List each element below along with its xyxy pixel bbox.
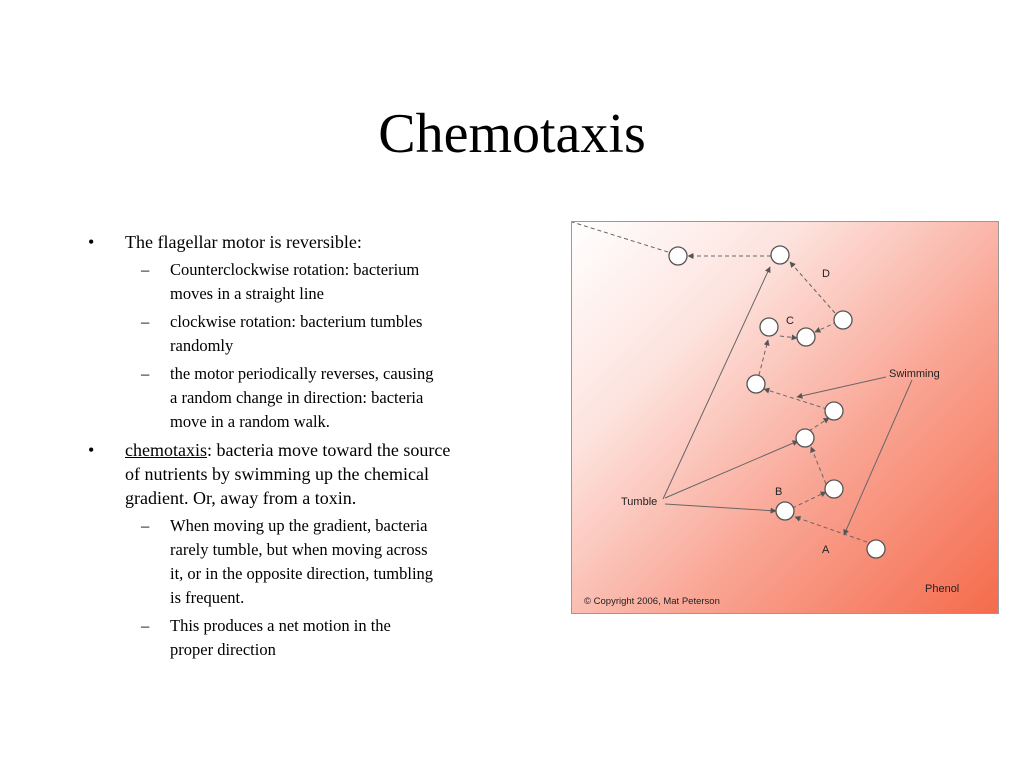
walk-segment [572, 222, 668, 252]
bacterium-circle [797, 328, 815, 346]
walk-segment [809, 418, 829, 431]
sub-bullet-line: the motor periodically reverses, causing [170, 364, 434, 383]
bacterium-circle [796, 429, 814, 447]
label-a: A [822, 544, 830, 556]
sub-bullet-line: moves in a straight line [170, 284, 324, 303]
random-walk-diagram [572, 222, 999, 614]
bullet-line: : bacteria move toward the source [206, 440, 451, 460]
bacterium-circle [834, 311, 852, 329]
dash-marker: – [141, 260, 150, 279]
bacterium-circle [669, 247, 687, 265]
sub-bullet-line: Counterclockwise rotation: bacterium [170, 260, 420, 279]
bacterium-circle [760, 318, 778, 336]
walk-segment [811, 447, 826, 484]
label-b: B [775, 486, 783, 498]
label-tumble: Tumble [621, 496, 658, 508]
bullet-line: gradient. Or, away from a toxin. [125, 488, 357, 508]
sub-bullet-line: When moving up the gradient, bacteria [170, 516, 428, 535]
sub-bullet-line: This produces a net motion in the [170, 616, 391, 635]
sub-bullet-line: a random change in direction: bacteria [170, 388, 424, 407]
walk-segment [795, 517, 867, 542]
chemotaxis-figure [571, 221, 999, 614]
bullet-line: of nutrients by swimming up the chemical [125, 464, 429, 484]
bacterium-circle [776, 502, 794, 520]
slide-title: Chemotaxis [378, 103, 646, 165]
dash-marker: – [141, 364, 150, 383]
copyright-text: © Copyright 2006, Mat Peterson [584, 596, 720, 607]
sub-bullet-item [88, 258, 498, 306]
sub-bullet-line: move in a random walk. [170, 412, 330, 431]
swimming-pointer [844, 380, 912, 535]
bacterium-circle [867, 540, 885, 558]
label-c: C [786, 315, 794, 327]
bullet-text: The flagellar motor is reversible: [125, 232, 362, 252]
bullet-marker: • [88, 232, 95, 252]
sub-bullet-line: it, or in the opposite direction, tumbling [170, 564, 434, 583]
label-phenol: Phenol [925, 583, 960, 595]
bacterium-circle [825, 402, 843, 420]
sub-bullet-line: rarely tumble, but when moving across [170, 540, 428, 559]
chemotaxis-term: chemotaxis [125, 440, 207, 460]
bullet-marker: • [88, 440, 95, 460]
bacterium-positions [669, 246, 885, 558]
sub-bullet-item [88, 362, 498, 434]
dash-marker: – [141, 616, 150, 635]
bullet-list [88, 230, 498, 666]
bacterium-circle [771, 246, 789, 264]
tumble-pointer [665, 504, 776, 511]
sub-bullet-item [88, 310, 498, 358]
sub-bullet-line: randomly [170, 336, 234, 355]
sub-bullet-item [88, 514, 498, 610]
bullet-item [88, 230, 498, 254]
swimming-pointer [797, 377, 886, 397]
dash-marker: – [141, 312, 150, 331]
label-d: D [822, 268, 830, 280]
bacterium-circle [747, 375, 765, 393]
bullet-item [88, 438, 498, 510]
bacterium-circle [825, 480, 843, 498]
label-swimming: Swimming [889, 368, 940, 380]
pointer-lines [663, 267, 912, 535]
sub-bullet-line: proper direction [170, 640, 276, 659]
walk-segment [815, 322, 837, 332]
sub-bullet-item [88, 614, 498, 662]
sub-bullet-line: clockwise rotation: bacterium tumbles [170, 312, 423, 331]
walk-segment [759, 340, 768, 375]
dash-marker: – [141, 516, 150, 535]
walk-segment [780, 336, 797, 338]
sub-bullet-line: is frequent. [170, 588, 245, 607]
